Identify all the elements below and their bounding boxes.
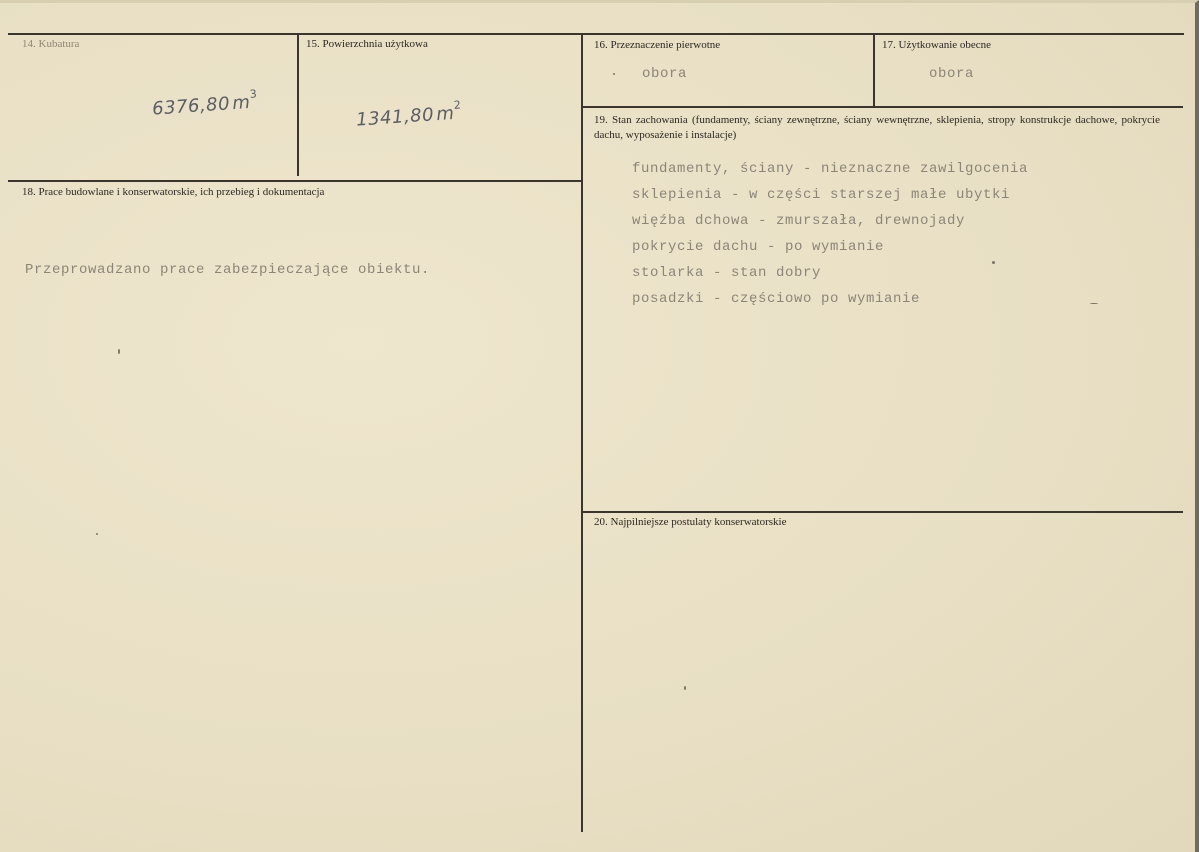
- field-15-label: 15. Powierzchnia użytkowa: [306, 38, 428, 50]
- main-vertical-divider: [581, 34, 583, 832]
- field-18-label: 18. Prace budowlane i konserwatorskie, ich przebieg i dokumentacja: [22, 186, 325, 198]
- paper-speck: [96, 533, 98, 535]
- field-14-label: 14. Kubatura: [22, 38, 80, 50]
- paper-speck: [684, 686, 686, 690]
- field-19-label: 19. Stan zachowania (fundamenty, ściany zewnętrzne, ściany wewnętrzne, sklepienia, stropy konstrukcje dachowe, pokrycie dachu, wyposażenie i instalacje): [594, 114, 1160, 141]
- paper-speck: [613, 73, 615, 75]
- field-16-label: 16. Przeznaczenie pierwotne: [594, 39, 721, 51]
- field-17-label: 17. Użytkowanie obecne: [882, 39, 992, 51]
- paper-speck: [992, 261, 995, 264]
- top-rule: [8, 33, 1184, 35]
- condition-line: pokrycie dachu - po wymianie: [632, 239, 885, 255]
- area-exponent: 2: [453, 98, 462, 112]
- area-unit: m: [435, 102, 456, 126]
- rule-below-19: [583, 511, 1183, 513]
- paper-speck: [118, 349, 120, 354]
- field-14-value: [151, 87, 258, 119]
- area-number: 1341,80: [355, 104, 435, 131]
- paper-speck: [1090, 303, 1098, 304]
- condition-list: [632, 156, 1028, 312]
- condition-line: fundamenty, ściany - nieznaczne zawilgocenia: [632, 161, 1029, 177]
- cubature-number: 6376,80: [151, 93, 231, 120]
- field-16-value: obora: [642, 66, 688, 82]
- divider-16-17: [873, 34, 875, 106]
- condition-line: sklepienia - w części starszej małe ubytki: [632, 187, 1011, 203]
- field-18-value: Przeprowadzano prace zabezpieczające obiektu.: [25, 262, 431, 278]
- condition-line: stolarka - stan dobry: [632, 265, 822, 281]
- cubature-exponent: 3: [249, 87, 258, 101]
- field-20-label: 20. Najpilniejsze postulaty konserwatorskie: [594, 516, 787, 528]
- condition-line: więźba dchowa - zmurszała, drewnojady: [632, 213, 966, 229]
- rule-below-16-17: [583, 106, 1183, 108]
- condition-line: posadzki - częściowo po wymianie: [632, 291, 921, 307]
- field-17-value: obora: [929, 66, 975, 82]
- divider-14-15: [297, 34, 299, 176]
- cubature-unit: m: [231, 91, 252, 115]
- rule-below-14-15: [8, 180, 582, 182]
- field-15-value: [355, 98, 462, 130]
